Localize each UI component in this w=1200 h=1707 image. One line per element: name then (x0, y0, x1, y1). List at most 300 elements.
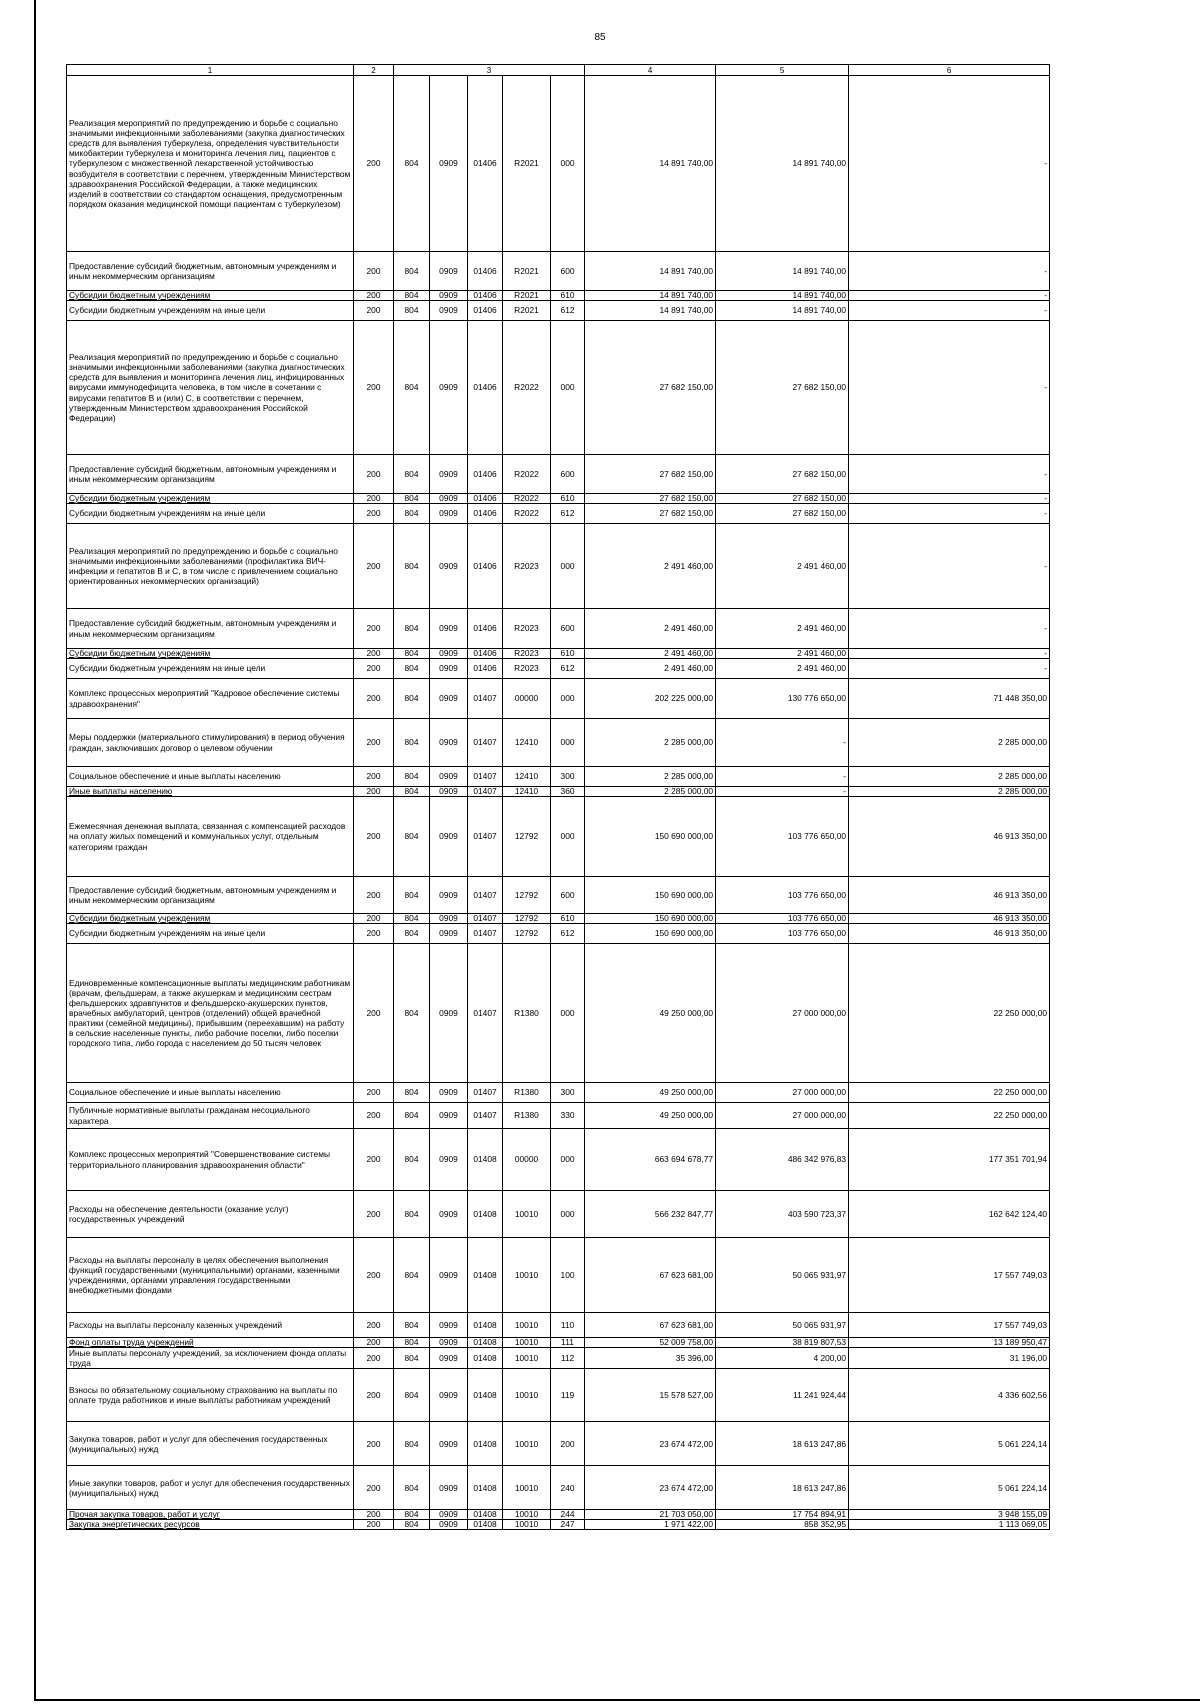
table-row (67, 649, 1050, 659)
table-row (67, 301, 1050, 321)
amount-col5: 50 065 931,97 (716, 1313, 849, 1338)
item-name: Расходы на выплаты персоналу казенных учреждений (67, 1313, 354, 1338)
direction-code: R1380 (503, 1083, 551, 1103)
amount-col6: 46 913 350,00 (849, 797, 1050, 877)
amount-col6: - (849, 649, 1050, 659)
admin-code: 200 (354, 252, 394, 291)
amount-col5: 2 491 460,00 (716, 524, 849, 609)
amount-total: 67 623 681,00 (585, 1313, 716, 1338)
amount-total: 150 690 000,00 (585, 914, 716, 924)
section-code: 804 (394, 291, 430, 301)
subsection-code: 0909 (430, 76, 468, 252)
program-code: 01406 (468, 494, 503, 504)
amount-col5: 4 200,00 (716, 1348, 849, 1369)
amount-col6: 22 250 000,00 (849, 1083, 1050, 1103)
item-name: Публичные нормативные выплаты гражданам несоциального характера (67, 1103, 354, 1129)
admin-code: 200 (354, 914, 394, 924)
admin-code: 200 (354, 504, 394, 524)
program-code: 01406 (468, 504, 503, 524)
item-name: Реализация мероприятий по предупреждению и борьбе с социально значимыми инфекционными заболеваниями (закупка диагностических средств для выявления туберкулеза, определения чувствительности микобактерии туберкулеза и мониторинга лечения лиц, пациентов с туберкулезом с множественной лекарственной устойчивостью возбудителя в соответствии с перечнем, утвержденным Министерством здравоохранения Российской Федерации, а также медицинских изделий в соответствии со стандартом оснащения, предусмотренным порядком оказания медицинской помощи пациентам с туберкулезом) (67, 76, 354, 252)
direction-code: 12792 (503, 914, 551, 924)
amount-col6: 5 061 224,14 (849, 1422, 1050, 1466)
section-code: 804 (394, 524, 430, 609)
expense-type-code: 612 (551, 301, 585, 321)
amount-col6: 177 351 701,94 (849, 1129, 1050, 1191)
section-code: 804 (394, 924, 430, 944)
subsection-code: 0909 (430, 944, 468, 1083)
expense-type-code: 330 (551, 1103, 585, 1129)
section-code: 804 (394, 944, 430, 1083)
program-code: 01407 (468, 1083, 503, 1103)
expense-type-code: 612 (551, 924, 585, 944)
direction-code: 10010 (503, 1238, 551, 1313)
amount-total: 150 690 000,00 (585, 877, 716, 914)
expense-type-code: 119 (551, 1369, 585, 1422)
amount-col5: 103 776 650,00 (716, 797, 849, 877)
section-code: 804 (394, 1313, 430, 1338)
table-row (67, 1466, 1050, 1510)
program-code: 01406 (468, 252, 503, 291)
admin-code: 200 (354, 1348, 394, 1369)
expense-type-code: 000 (551, 76, 585, 252)
item-name: Социальное обеспечение и иные выплаты населению (67, 1083, 354, 1103)
subsection-code: 0909 (430, 767, 468, 787)
column-number-header-row (67, 65, 1050, 76)
amount-col6: 46 913 350,00 (849, 924, 1050, 944)
amount-col6: - (849, 252, 1050, 291)
section-code: 804 (394, 659, 430, 679)
section-code: 804 (394, 1191, 430, 1238)
amount-total: 202 225 000,00 (585, 679, 716, 719)
amount-col5: 2 491 460,00 (716, 609, 849, 649)
subsection-code: 0909 (430, 1348, 468, 1369)
item-name: Единовременные компенсационные выплаты медицинским работникам (врачам, фельдшерам, а также акушеркам и медицинским сестрам фельдшерских здравпунктов и фельдшерско-акушерских пунктов, врачебных амбулаторий, центров (отделений) общей врачебной практики (семейной медицины), прибывшим (переехавшим) на работу в сельские населенные пункты, либо рабочие поселки, либо поселки городского типа, либо города с населением до 50 тысяч человек (67, 944, 354, 1083)
admin-code: 200 (354, 609, 394, 649)
section-code: 804 (394, 787, 430, 797)
column-number-6: 6 (849, 65, 1050, 76)
direction-code: R2023 (503, 524, 551, 609)
amount-col6: 31 196,00 (849, 1348, 1050, 1369)
amount-total: 150 690 000,00 (585, 924, 716, 944)
amount-col6: - (849, 76, 1050, 252)
expense-type-code: 610 (551, 914, 585, 924)
section-code: 804 (394, 1103, 430, 1129)
subsection-code: 0909 (430, 659, 468, 679)
direction-code: 10010 (503, 1191, 551, 1238)
direction-code: 12410 (503, 719, 551, 767)
direction-code: R1380 (503, 944, 551, 1083)
amount-col6: - (849, 291, 1050, 301)
table-row (67, 1369, 1050, 1422)
table-row (67, 76, 1050, 252)
admin-code: 200 (354, 524, 394, 609)
expense-type-code: 000 (551, 1129, 585, 1191)
subsection-code: 0909 (430, 787, 468, 797)
budget-table (66, 64, 1050, 1530)
admin-code: 200 (354, 797, 394, 877)
subsection-code: 0909 (430, 291, 468, 301)
amount-col5: 14 891 740,00 (716, 252, 849, 291)
amount-col5: 103 776 650,00 (716, 877, 849, 914)
amount-col5: 103 776 650,00 (716, 924, 849, 944)
subsection-code: 0909 (430, 1520, 468, 1530)
amount-col6: 162 642 124,40 (849, 1191, 1050, 1238)
subsection-code: 0909 (430, 914, 468, 924)
amount-col5: 18 613 247,86 (716, 1422, 849, 1466)
program-code: 01407 (468, 787, 503, 797)
amount-total: 14 891 740,00 (585, 291, 716, 301)
section-code: 804 (394, 1129, 430, 1191)
table-row (67, 1348, 1050, 1369)
expense-type-code: 110 (551, 1313, 585, 1338)
column-number-5: 5 (716, 65, 849, 76)
expense-type-code: 610 (551, 494, 585, 504)
direction-code: R1380 (503, 1103, 551, 1129)
direction-code: 00000 (503, 1129, 551, 1191)
amount-col5: 27 682 150,00 (716, 321, 849, 455)
amount-col5: 11 241 924,44 (716, 1369, 849, 1422)
item-name: Расходы на обеспечение деятельности (оказание услуг) государственных учреждений (67, 1191, 354, 1238)
expense-type-code: 610 (551, 291, 585, 301)
table-row (67, 787, 1050, 797)
section-code: 804 (394, 767, 430, 787)
amount-col5: - (716, 719, 849, 767)
item-name: Закупка товаров, работ и услуг для обеспечения государственных (муниципальных) нужд (67, 1422, 354, 1466)
amount-col5: 858 352,95 (716, 1520, 849, 1530)
table-row (67, 659, 1050, 679)
item-name: Иные закупки товаров, работ и услуг для обеспечения государственных (муниципальных) нужд (67, 1466, 354, 1510)
amount-col5: 17 754 894,91 (716, 1510, 849, 1520)
admin-code: 200 (354, 719, 394, 767)
table-row (67, 1510, 1050, 1520)
subsection-code: 0909 (430, 455, 468, 494)
admin-code: 200 (354, 944, 394, 1083)
amount-col6: - (849, 524, 1050, 609)
admin-code: 200 (354, 1103, 394, 1129)
section-code: 804 (394, 1520, 430, 1530)
direction-code: R2023 (503, 659, 551, 679)
admin-code: 200 (354, 649, 394, 659)
amount-col5: 18 613 247,86 (716, 1466, 849, 1510)
table-row (67, 1313, 1050, 1338)
subsection-code: 0909 (430, 679, 468, 719)
expense-type-code: 200 (551, 1422, 585, 1466)
expense-type-code: 000 (551, 679, 585, 719)
program-code: 01406 (468, 301, 503, 321)
amount-col6: - (849, 301, 1050, 321)
expense-type-code: 360 (551, 787, 585, 797)
amount-total: 2 491 460,00 (585, 524, 716, 609)
amount-col6: - (849, 609, 1050, 649)
program-code: 01408 (468, 1313, 503, 1338)
admin-code: 200 (354, 1313, 394, 1338)
program-code: 01408 (468, 1422, 503, 1466)
item-name: Расходы на выплаты персоналу в целях обеспечения выполнения функций государственными (муниципальными) органами, казенными учреждениями, органами управления государственными внебюджетными фондами (67, 1238, 354, 1313)
program-code: 01408 (468, 1369, 503, 1422)
table-row (67, 914, 1050, 924)
direction-code: 12792 (503, 924, 551, 944)
amount-total: 27 682 150,00 (585, 321, 716, 455)
program-code: 01408 (468, 1191, 503, 1238)
subsection-code: 0909 (430, 252, 468, 291)
section-code: 804 (394, 1338, 430, 1348)
subsection-code: 0909 (430, 1466, 468, 1510)
subsection-code: 0909 (430, 1369, 468, 1422)
expense-type-code: 000 (551, 1191, 585, 1238)
program-code: 01406 (468, 291, 503, 301)
item-name: Предоставление субсидий бюджетным, автономным учреждениям и иным некоммерческим организациям (67, 609, 354, 649)
amount-total: 52 009 758,00 (585, 1338, 716, 1348)
subsection-code: 0909 (430, 321, 468, 455)
amount-total: 2 491 460,00 (585, 609, 716, 649)
section-code: 804 (394, 649, 430, 659)
direction-code: 10010 (503, 1338, 551, 1348)
direction-code: R2022 (503, 494, 551, 504)
expense-type-code: 000 (551, 719, 585, 767)
amount-col5: 2 491 460,00 (716, 649, 849, 659)
section-code: 804 (394, 914, 430, 924)
item-name: Комплекс процессных мероприятий "Совершенствование системы территориального планирования здравоохранения области" (67, 1129, 354, 1191)
amount-col6: - (849, 494, 1050, 504)
expense-type-code: 300 (551, 767, 585, 787)
subsection-code: 0909 (430, 1510, 468, 1520)
amount-col5: 14 891 740,00 (716, 301, 849, 321)
table-row (67, 504, 1050, 524)
program-code: 01406 (468, 659, 503, 679)
admin-code: 200 (354, 455, 394, 494)
amount-total: 21 703 050,00 (585, 1510, 716, 1520)
direction-code: R2022 (503, 321, 551, 455)
admin-code: 200 (354, 321, 394, 455)
item-name: Предоставление субсидий бюджетным, автономным учреждениям и иным некоммерческим организациям (67, 455, 354, 494)
amount-total: 14 891 740,00 (585, 252, 716, 291)
subsection-code: 0909 (430, 1083, 468, 1103)
item-name: Социальное обеспечение и иные выплаты населению (67, 767, 354, 787)
amount-col6: 22 250 000,00 (849, 1103, 1050, 1129)
program-code: 01408 (468, 1238, 503, 1313)
expense-type-code: 112 (551, 1348, 585, 1369)
admin-code: 200 (354, 659, 394, 679)
table-row (67, 455, 1050, 494)
direction-code: 10010 (503, 1466, 551, 1510)
direction-code: 10010 (503, 1510, 551, 1520)
program-code: 01407 (468, 797, 503, 877)
table-row (67, 252, 1050, 291)
expense-type-code: 240 (551, 1466, 585, 1510)
amount-total: 67 623 681,00 (585, 1238, 716, 1313)
direction-code: 10010 (503, 1313, 551, 1338)
admin-code: 200 (354, 291, 394, 301)
item-name: Субсидии бюджетным учреждениям (67, 914, 354, 924)
program-code: 01406 (468, 609, 503, 649)
item-name: Субсидии бюджетным учреждениям (67, 649, 354, 659)
program-code: 01408 (468, 1520, 503, 1530)
amount-total: 23 674 472,00 (585, 1422, 716, 1466)
program-code: 01407 (468, 944, 503, 1083)
amount-total: 27 682 150,00 (585, 504, 716, 524)
amount-total: 49 250 000,00 (585, 1103, 716, 1129)
admin-code: 200 (354, 1466, 394, 1510)
admin-code: 200 (354, 679, 394, 719)
direction-code: 10010 (503, 1348, 551, 1369)
amount-col5: - (716, 787, 849, 797)
direction-code: R2022 (503, 504, 551, 524)
amount-col5: 130 776 650,00 (716, 679, 849, 719)
amount-total: 35 396,00 (585, 1348, 716, 1369)
section-code: 804 (394, 797, 430, 877)
direction-code: R2023 (503, 649, 551, 659)
amount-total: 23 674 472,00 (585, 1466, 716, 1510)
amount-col5: 27 000 000,00 (716, 944, 849, 1083)
table-row (67, 321, 1050, 455)
amount-col6: 22 250 000,00 (849, 944, 1050, 1083)
expense-type-code: 000 (551, 944, 585, 1083)
expense-type-code: 600 (551, 877, 585, 914)
expense-type-code: 100 (551, 1238, 585, 1313)
item-name: Взносы по обязательному социальному страхованию на выплаты по оплате труда работников и иные выплаты работникам учреждений (67, 1369, 354, 1422)
item-name: Реализация мероприятий по предупреждению и борьбе с социально значимыми инфекционными заболеваниями (профилактика ВИЧ-инфекции и гепатитов В и С, в том числе с привлечением социально ориентированных некоммерческих организаций) (67, 524, 354, 609)
subsection-code: 0909 (430, 877, 468, 914)
amount-col5: 14 891 740,00 (716, 76, 849, 252)
amount-col5: 27 000 000,00 (716, 1103, 849, 1129)
amount-total: 1 971 422,00 (585, 1520, 716, 1530)
direction-code: 10010 (503, 1422, 551, 1466)
item-name: Субсидии бюджетным учреждениям на иные цели (67, 924, 354, 944)
amount-col6: 2 285 000,00 (849, 767, 1050, 787)
amount-col6: 46 913 350,00 (849, 914, 1050, 924)
subsection-code: 0909 (430, 494, 468, 504)
subsection-code: 0909 (430, 609, 468, 649)
subsection-code: 0909 (430, 1191, 468, 1238)
item-name: Фонд оплаты труда учреждений (67, 1338, 354, 1348)
item-name: Субсидии бюджетным учреждениям на иные цели (67, 504, 354, 524)
item-name: Субсидии бюджетным учреждениям на иные цели (67, 301, 354, 321)
table-row (67, 719, 1050, 767)
section-code: 804 (394, 504, 430, 524)
table-row (67, 1103, 1050, 1129)
page-left-border (34, 0, 36, 1700)
subsection-code: 0909 (430, 1129, 468, 1191)
admin-code: 200 (354, 1129, 394, 1191)
table-row (67, 1238, 1050, 1313)
amount-col5: 50 065 931,97 (716, 1238, 849, 1313)
table-row (67, 767, 1050, 787)
direction-code: R2021 (503, 301, 551, 321)
subsection-code: 0909 (430, 924, 468, 944)
admin-code: 200 (354, 1191, 394, 1238)
section-code: 804 (394, 252, 430, 291)
amount-total: 27 682 150,00 (585, 455, 716, 494)
item-name: Иные выплаты персоналу учреждений, за исключением фонда оплаты труда (67, 1348, 354, 1369)
table-row (67, 1129, 1050, 1191)
program-code: 01408 (468, 1129, 503, 1191)
amount-col5: 486 342 976,83 (716, 1129, 849, 1191)
amount-total: 2 491 460,00 (585, 659, 716, 679)
table-row (67, 524, 1050, 609)
program-code: 01406 (468, 649, 503, 659)
expense-type-code: 247 (551, 1520, 585, 1530)
direction-code: 12792 (503, 877, 551, 914)
direction-code: R2021 (503, 291, 551, 301)
page-number: 85 (594, 32, 606, 43)
amount-col5: 27 000 000,00 (716, 1083, 849, 1103)
direction-code: R2021 (503, 76, 551, 252)
table-row (67, 1422, 1050, 1466)
item-name: Закупка энергетических ресурсов (67, 1520, 354, 1530)
program-code: 01408 (468, 1338, 503, 1348)
section-code: 804 (394, 76, 430, 252)
amount-col5: 38 819 807,53 (716, 1338, 849, 1348)
amount-col5: 27 682 150,00 (716, 494, 849, 504)
amount-col6: 4 336 602,56 (849, 1369, 1050, 1422)
direction-code: 00000 (503, 679, 551, 719)
section-code: 804 (394, 679, 430, 719)
section-code: 804 (394, 1422, 430, 1466)
expense-type-code: 300 (551, 1083, 585, 1103)
table-row (67, 797, 1050, 877)
direction-code: R2023 (503, 609, 551, 649)
amount-col6: - (849, 455, 1050, 494)
section-code: 804 (394, 609, 430, 649)
item-name: Предоставление субсидий бюджетным, автономным учреждениям и иным некоммерческим организациям (67, 252, 354, 291)
expense-type-code: 612 (551, 659, 585, 679)
subsection-code: 0909 (430, 1103, 468, 1129)
direction-code: R2022 (503, 455, 551, 494)
expense-type-code: 244 (551, 1510, 585, 1520)
amount-col5: - (716, 767, 849, 787)
section-code: 804 (394, 1348, 430, 1369)
program-code: 01406 (468, 76, 503, 252)
subsection-code: 0909 (430, 1338, 468, 1348)
amount-total: 2 285 000,00 (585, 767, 716, 787)
expense-type-code: 000 (551, 797, 585, 877)
amount-total: 566 232 847,77 (585, 1191, 716, 1238)
amount-col6: - (849, 504, 1050, 524)
section-code: 804 (394, 455, 430, 494)
program-code: 01407 (468, 767, 503, 787)
section-code: 804 (394, 1369, 430, 1422)
amount-col6: 3 948 155,09 (849, 1510, 1050, 1520)
table-body (67, 76, 1050, 1530)
table-row (67, 679, 1050, 719)
program-code: 01407 (468, 914, 503, 924)
admin-code: 200 (354, 787, 394, 797)
section-code: 804 (394, 877, 430, 914)
section-code: 804 (394, 719, 430, 767)
amount-total: 49 250 000,00 (585, 944, 716, 1083)
admin-code: 200 (354, 924, 394, 944)
admin-code: 200 (354, 1422, 394, 1466)
amount-total: 14 891 740,00 (585, 76, 716, 252)
program-code: 01407 (468, 679, 503, 719)
amount-col6: 2 285 000,00 (849, 787, 1050, 797)
item-name: Предоставление субсидий бюджетным, автономным учреждениям и иным некоммерческим организациям (67, 877, 354, 914)
direction-code: R2021 (503, 252, 551, 291)
table-row (67, 944, 1050, 1083)
section-code: 804 (394, 1238, 430, 1313)
program-code: 01406 (468, 455, 503, 494)
table-row (67, 924, 1050, 944)
amount-col6: - (849, 659, 1050, 679)
direction-code: 12410 (503, 787, 551, 797)
amount-col5: 103 776 650,00 (716, 914, 849, 924)
item-name: Субсидии бюджетным учреждениям (67, 494, 354, 504)
admin-code: 200 (354, 1338, 394, 1348)
expense-type-code: 111 (551, 1338, 585, 1348)
table-row (67, 1520, 1050, 1530)
table-row (67, 1191, 1050, 1238)
section-code: 804 (394, 301, 430, 321)
